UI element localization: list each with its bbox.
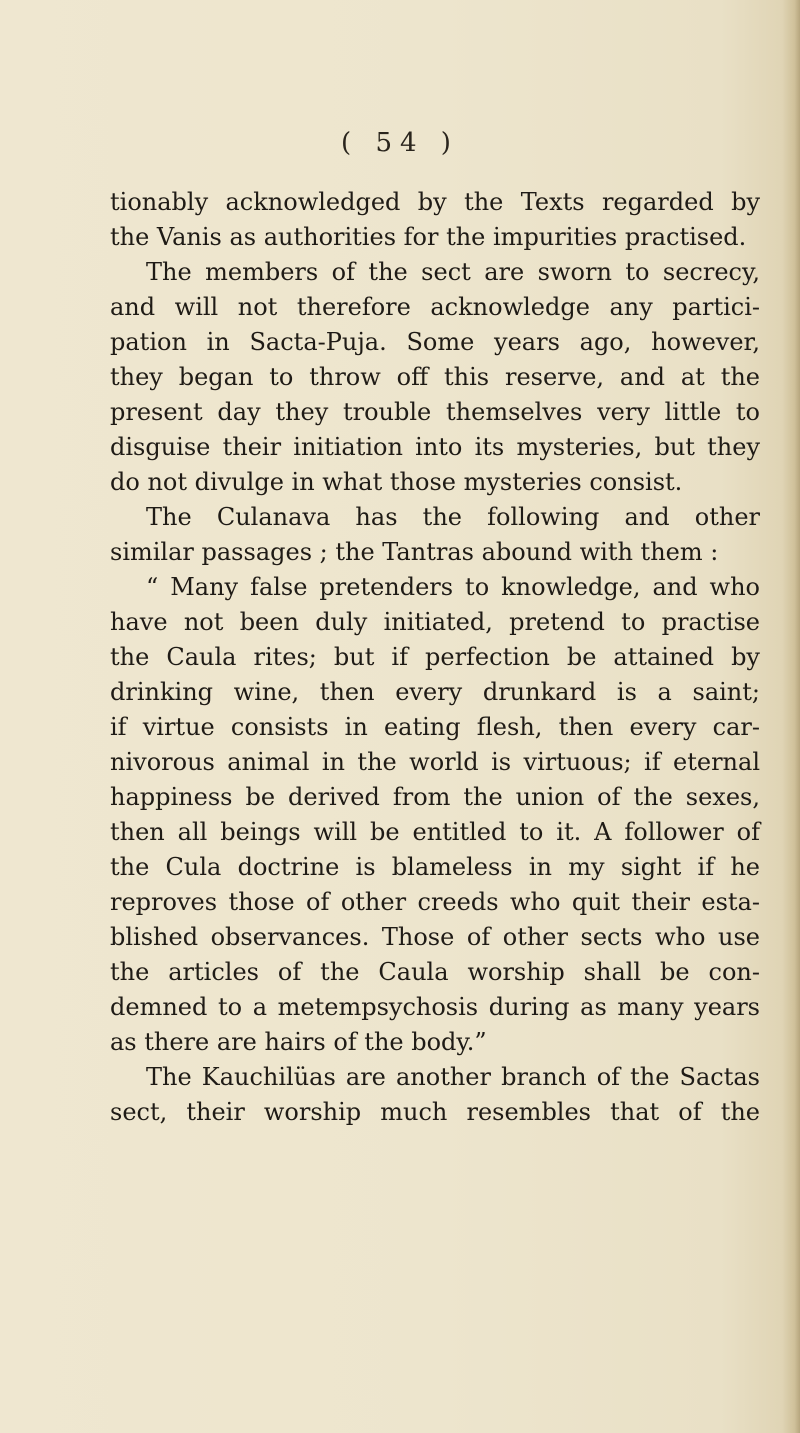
text-line: the Caula rites; but if perfection be attained by (110, 643, 760, 671)
page-edge-shadow (782, 0, 800, 1433)
page-number: ( 54 ) (341, 128, 459, 158)
text-line: similar passages ; the Tantras abound with them : (110, 538, 719, 566)
text-line: present day they trouble themselves very little to (110, 398, 760, 426)
text-line: nivorous animal in the world is virtuous; if eternal (110, 748, 760, 776)
text-line: sect, their worship much resembles that of the (110, 1098, 760, 1126)
text-line: the articles of the Caula worship shall be con- (110, 958, 760, 986)
text-line: reproves those of other creeds who quit their esta- (110, 888, 760, 916)
text-line: as there are hairs of the body.” (110, 1028, 487, 1056)
body-text (110, 185, 760, 1130)
text-line: the Cula doctrine is blameless in my sight if he (110, 853, 760, 881)
text-line: pation in Sacta-Puja. Some years ago, however, (110, 328, 760, 356)
text-line: The members of the sect are sworn to secrecy, (146, 258, 760, 286)
text-line: do not divulge in what those mysteries consist. (110, 468, 683, 496)
text-line: drinking wine, then every drunkard is a saint; (110, 678, 760, 706)
text-line: happiness be derived from the union of the sexes, (110, 783, 760, 811)
text-line: then all beings will be entitled to it. A follower of (110, 818, 760, 846)
text-line: disguise their initiation into its mysteries, but they (110, 433, 760, 461)
text-line: and will not therefore acknowledge any partici- (110, 293, 760, 321)
text-line: the Vanis as authorities for the impurities practised. (110, 223, 747, 251)
text-line: The Culanava has the following and other (146, 503, 760, 531)
text-line: The Kauchilüas are another branch of the Sactas (146, 1063, 760, 1091)
text-line: “ Many false pretenders to knowledge, and who (146, 573, 760, 601)
text-line: they began to throw off this reserve, and at the (110, 363, 760, 391)
text-line: have not been duly initiated, pretend to practise (110, 608, 760, 636)
text-line: if virtue consists in eating flesh, then every car- (110, 713, 760, 741)
text-line: tionably acknowledged by the Texts regarded by (110, 188, 760, 216)
text-line: blished observances. Those of other sects who use (110, 923, 760, 951)
text-line: demned to a metempsychosis during as many years (110, 993, 760, 1021)
